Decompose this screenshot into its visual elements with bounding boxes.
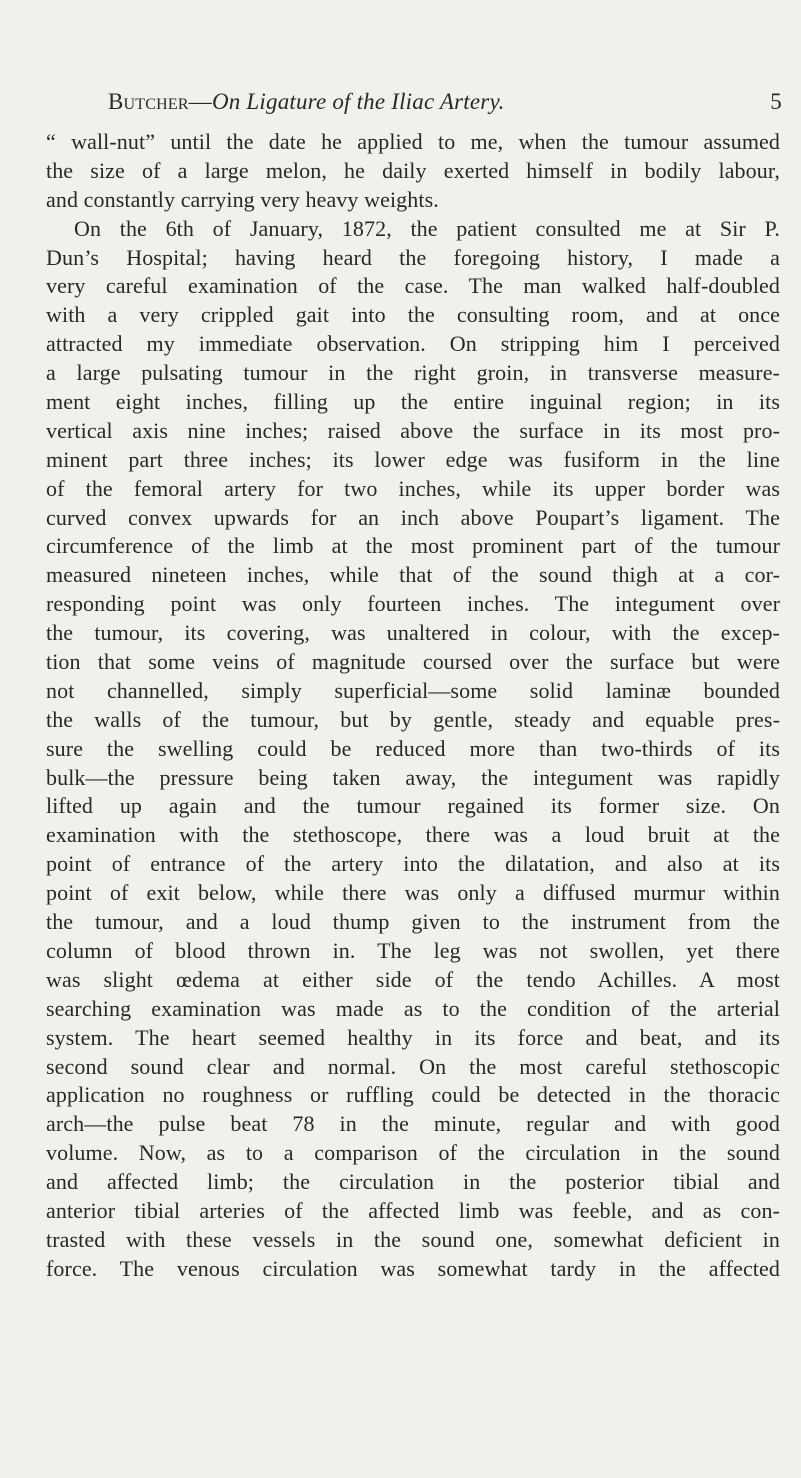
text-line: vertical axis nine inches; raised above the surface in its most pro- [46, 417, 780, 443]
text-line: trasted with these vessels in the sound one, somewhat deficient in [46, 1226, 780, 1252]
text-line: not channelled, simply superficial—some solid laminæ bounded [46, 677, 780, 703]
text-line: “ wall-nut” until the date he applied to me, when the tumour assumed [46, 129, 780, 154]
text-line: minent part three inches; its lower edge was fusiform in the line [46, 446, 780, 472]
text-line: the size of a large melon, he daily exerted himself in bodily labour, [46, 157, 780, 183]
text-line: point of entrance of the artery into the dilatation, and also at its [46, 851, 780, 877]
text-line: tion that some veins of magnitude coursed over the surface but were [46, 649, 780, 675]
body-text [46, 128, 780, 1284]
text-line: circumference of the limb at the most prominent part of the tumour [46, 533, 780, 559]
page-number: 5 [770, 89, 782, 114]
text-line: volume. Now, as to a comparison of the circulation in the sound [46, 1140, 780, 1166]
running-head-title: On Ligature of the Iliac Artery. [211, 89, 505, 114]
text-line: and constantly carrying very heavy weights. [46, 186, 439, 212]
text-line: a large pulsating tumour in the right groin, in transverse measure- [46, 360, 780, 386]
text-line: searching examination was made as to the condition of the arterial [46, 995, 780, 1021]
text-line: application no roughness or ruffling could be detected in the thoracic [46, 1082, 780, 1108]
text-line: force. The venous circulation was somewhat tardy in the affected [46, 1255, 780, 1281]
text-line: anterior tibial arteries of the affected limb was feeble, and as con- [46, 1197, 780, 1223]
text-line: was slight œdema at either side of the tendo Achilles. A most [46, 966, 780, 992]
text-line: the tumour, its covering, was unaltered in colour, with the excep- [46, 620, 780, 646]
text-line: bulk—the pressure being taken away, the integument was rapidly [46, 764, 780, 790]
text-line: Dun’s Hospital; having heard the foregoing history, I made a [46, 244, 780, 270]
running-head [108, 86, 788, 118]
text-line: system. The heart seemed healthy in its force and beat, and its [46, 1024, 780, 1050]
text-line: attracted my immediate observation. On stripping him I perceived [46, 331, 780, 357]
text-line: arch—the pulse beat 78 in the minute, regular and with good [46, 1111, 780, 1137]
text-line: lifted up again and the tumour regained its former size. On [46, 793, 780, 819]
text-line: On the 6th of January, 1872, the patient consulted me at Sir P. [74, 215, 780, 241]
text-line: sure the swelling could be reduced more than two-thirds of its [46, 735, 780, 761]
running-head-separator: — [188, 89, 212, 114]
text-line: point of exit below, while there was only a diffused murmur within [46, 880, 780, 906]
text-line: responding point was only fourteen inches. The integument over [46, 591, 780, 617]
running-head-author: Butcher [108, 89, 189, 114]
text-line: curved convex upwards for an inch above Poupart’s ligament. The [46, 504, 780, 530]
text-line: ment eight inches, filling up the entire inguinal region; in its [46, 389, 780, 415]
text-line: column of blood thrown in. The leg was not swollen, yet there [46, 937, 780, 963]
text-line: examination with the stethoscope, there was a loud bruit at the [46, 822, 780, 848]
text-line: the tumour, and a loud thump given to the instrument from the [46, 909, 780, 935]
text-line: the walls of the tumour, but by gentle, steady and equable pres- [46, 706, 780, 732]
text-line: and affected limb; the circulation in the posterior tibial and [46, 1169, 780, 1195]
text-line: second sound clear and normal. On the most careful stethoscopic [46, 1053, 780, 1079]
text-line: very careful examination of the case. The man walked half-doubled [46, 273, 780, 299]
text-line: with a very crippled gait into the consulting room, and at once [46, 302, 780, 328]
text-line: measured nineteen inches, while that of the sound thigh at a cor- [46, 562, 780, 588]
text-line: of the femoral artery for two inches, while its upper border was [46, 475, 780, 501]
